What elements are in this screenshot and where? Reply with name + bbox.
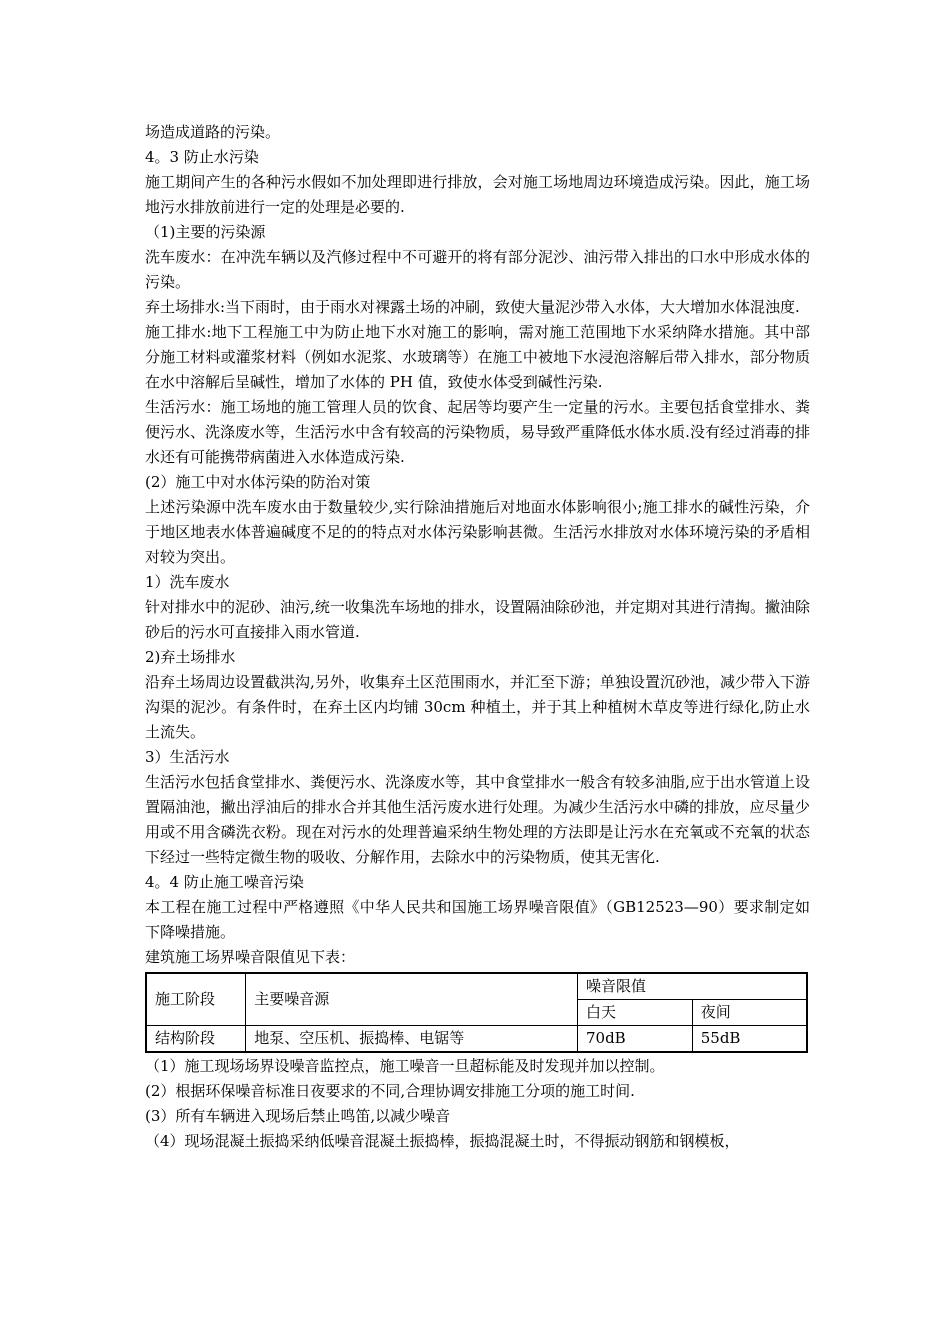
cell-day: 70dB xyxy=(577,1026,692,1053)
paragraph: 生活污水：施工场地的施工管理人员的饮食、起居等均要产生一定量的污水。主要包括食堂排水、粪便污水、洗涤废水等，生活污水中含有较高的污染物质，易导致严重降低水体水质.没有经过消毒的排水还有可能携带病菌进入水体造成污染. xyxy=(145,398,810,466)
subheading-spoil-drainage: 2)弃土场排水 xyxy=(145,648,236,666)
paragraph: 本工程在施工过程中严格遵照《中华人民共和国施工场界噪音限值》（GB12523—90）要求制定如下降噪措施。 xyxy=(145,898,810,941)
paragraph: 洗车废水：在冲洗车辆以及汽修过程中不可避开的将有部分泥沙、油污带入排出的口水中形成水体的污染。 xyxy=(145,248,810,291)
paragraph: 生活污水包括食堂排水、粪便污水、洗涤废水等，其中食堂排水一般含有较多油脂,应于出水管道上设置隔油池，撇出浮油后的排水合并其他生活污废水进行处理。为减少生活污水中磷的排放，应尽量少用或不用含磷洗衣粉。现在对污水的处理普遍采纳生物处理的方法即是让污水在充氧或不充氧的状态下经过一些特定微生物的吸收、分解作用，去除水中的污染物质，使其无害化. xyxy=(145,773,810,866)
paragraph: 施工排水:地下工程施工中为防止地下水对施工的影响，需对施工范围地下水采纳降水措施。其中部分施工材料或灌浆材料（例如水泥浆、水玻璃等）在施工中被地下水浸泡溶解后带入排水，部分物质在水中溶解后呈碱性，增加了水体的 PH 值，致使水体受到碱性污染. xyxy=(145,323,810,391)
cell-source: 地泵、空压机、振捣棒、电锯等 xyxy=(246,1026,578,1053)
paragraph: （1）施工现场场界设噪音监控点，施工噪音一旦超标能及时发现并加以控制。 xyxy=(145,1057,665,1075)
noise-limit-table xyxy=(145,972,808,1053)
paragraph: （4）现场混凝土振捣采纳低噪音混凝土振捣棒，振捣混凝土时，不得振动钢筋和钢模板， xyxy=(145,1132,740,1150)
subheading-pollution-sources: （1)主要的污染源 xyxy=(145,223,266,241)
cell-stage: 结构阶段 xyxy=(146,1026,246,1053)
paragraph: (2）根据环保噪音标准日夜要求的不同,合理协调安排施工分项的施工时间. xyxy=(145,1082,635,1100)
header-stage: 施工阶段 xyxy=(146,973,246,1026)
header-night: 夜间 xyxy=(692,1000,807,1026)
paragraph: 弃土场排水:当下雨时，由于雨水对裸露土场的冲刷，致使大量泥沙带入水体，大大增加水体混浊度. xyxy=(145,298,800,316)
paragraph: 上述污染源中洗车废水由于数量较少,实行除油措施后对地面水体影响很小;施工排水的碱性污染，介于地区地表水体普遍碱度不足的的特点对水体污染影响甚微。生活污水排放对水体环境污染的矛盾相对较为突出。 xyxy=(145,498,810,566)
cell-night: 55dB xyxy=(692,1026,807,1053)
table-header-row xyxy=(146,973,807,1000)
paragraph: 场造成道路的污染。 xyxy=(145,123,281,141)
subheading-countermeasures: (2）施工中对水体污染的防治对策 xyxy=(145,473,371,491)
header-source: 主要噪音源 xyxy=(246,973,578,1026)
subheading-car-wash: 1）洗车废水 xyxy=(145,573,230,591)
table-caption: 建筑施工场界噪音限值见下表： xyxy=(145,948,356,966)
paragraph: 沿弃土场周边设置截洪沟,另外，收集弃土区范围雨水，并汇至下游；单独设置沉砂池，减少带入下游沟渠的泥沙。有条件时，在弃土区内均铺 30cm 种植土，并于其上种植树木草皮等进行绿化,防止水土流失。 xyxy=(145,673,810,741)
paragraph: 施工期间产生的各种污水假如不加处理即进行排放，会对施工场地周边环境造成污染。因此，施工场地污水排放前进行一定的处理是必要的. xyxy=(145,173,810,216)
table-row xyxy=(146,1026,807,1053)
header-limit: 噪音限值 xyxy=(577,973,807,1000)
subheading-domestic-sewage: 3）生活污水 xyxy=(145,748,230,766)
document-page xyxy=(145,120,810,1154)
paragraph: 针对排水中的泥砂、油污,统一收集洗车场地的排水，设置隔油除砂池，并定期对其进行清掏。撇油除砂后的污水可直接排入雨水管道. xyxy=(145,598,810,641)
section-heading-noise: 4。4 防止施工噪音污染 xyxy=(145,873,304,891)
section-heading-water: 4。3 防止水污染 xyxy=(145,148,259,166)
paragraph: (3）所有车辆进入现场后禁止鸣笛,以减少噪音 xyxy=(145,1107,451,1125)
header-day: 白天 xyxy=(577,1000,692,1026)
